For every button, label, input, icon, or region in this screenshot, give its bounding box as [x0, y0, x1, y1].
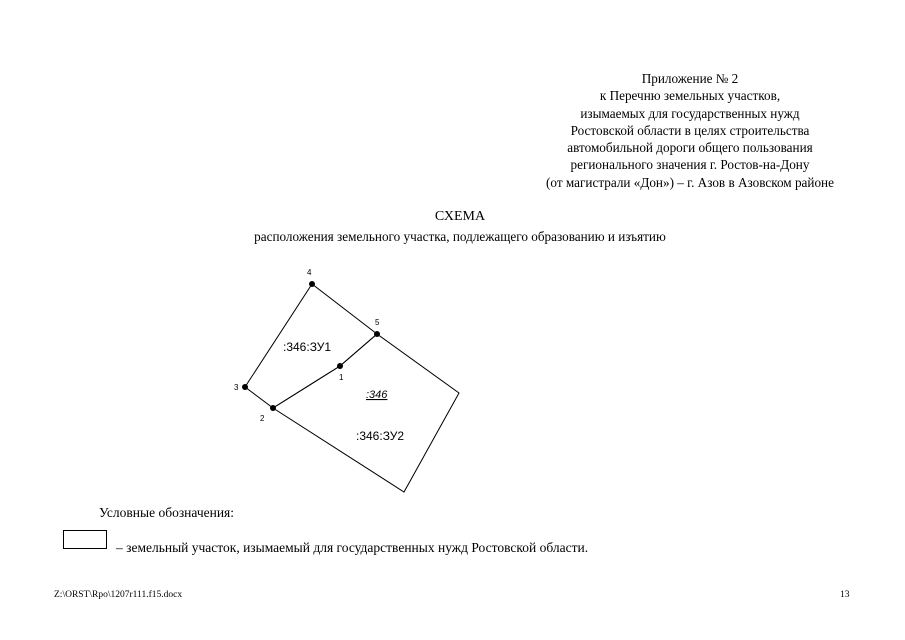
appendix-line: изымаемых для государственных нужд — [580, 105, 800, 121]
legend-swatch — [63, 530, 107, 549]
boundary-point-4 — [309, 281, 315, 287]
point-label-5: 5 — [375, 318, 380, 327]
appendix-line: Ростовской области в целях строительства — [570, 122, 810, 138]
appendix-line: к Перечню земельных участков, — [599, 88, 781, 104]
legend-item-text: – земельный участок, изымаемый для государственных нужд Ростовской области. — [116, 540, 589, 555]
point-label-2: 2 — [260, 414, 265, 423]
parcel-label-zu2: :346:ЗУ2 — [356, 429, 405, 443]
appendix-line: Приложение № 2 — [641, 71, 739, 86]
scheme-subtitle: расположения земельного участка, подлежащего образованию и изъятию — [254, 229, 666, 244]
appendix-line: (от магистрали «Дон») – г. Азов в Азовском районе — [546, 174, 834, 190]
footer-file-path: Z:\ORST\Rpo\1207r111.f15.docx — [54, 590, 183, 600]
footer-page-number: 13 — [840, 590, 850, 600]
appendix-line: автомобильной дороги общего пользования — [567, 140, 813, 156]
parcel-label-parent: :346 — [366, 389, 388, 401]
boundary-point-1 — [337, 363, 343, 369]
boundary-point-3 — [242, 384, 248, 390]
point-label-4: 4 — [307, 268, 312, 277]
appendix-line: регионального значения г. Ростов-на-Дону — [570, 157, 810, 173]
point-label-1: 1 — [339, 373, 344, 382]
point-label-3: 3 — [234, 383, 239, 392]
parcel-zu2-boundary — [273, 334, 459, 492]
boundary-point-5 — [374, 331, 380, 337]
parcel-label-zu1: :346:ЗУ1 — [283, 340, 332, 354]
legend-title: Условные обозначения: — [99, 505, 235, 520]
boundary-point-2 — [270, 405, 276, 411]
scheme-title: СХЕМА — [434, 209, 486, 224]
